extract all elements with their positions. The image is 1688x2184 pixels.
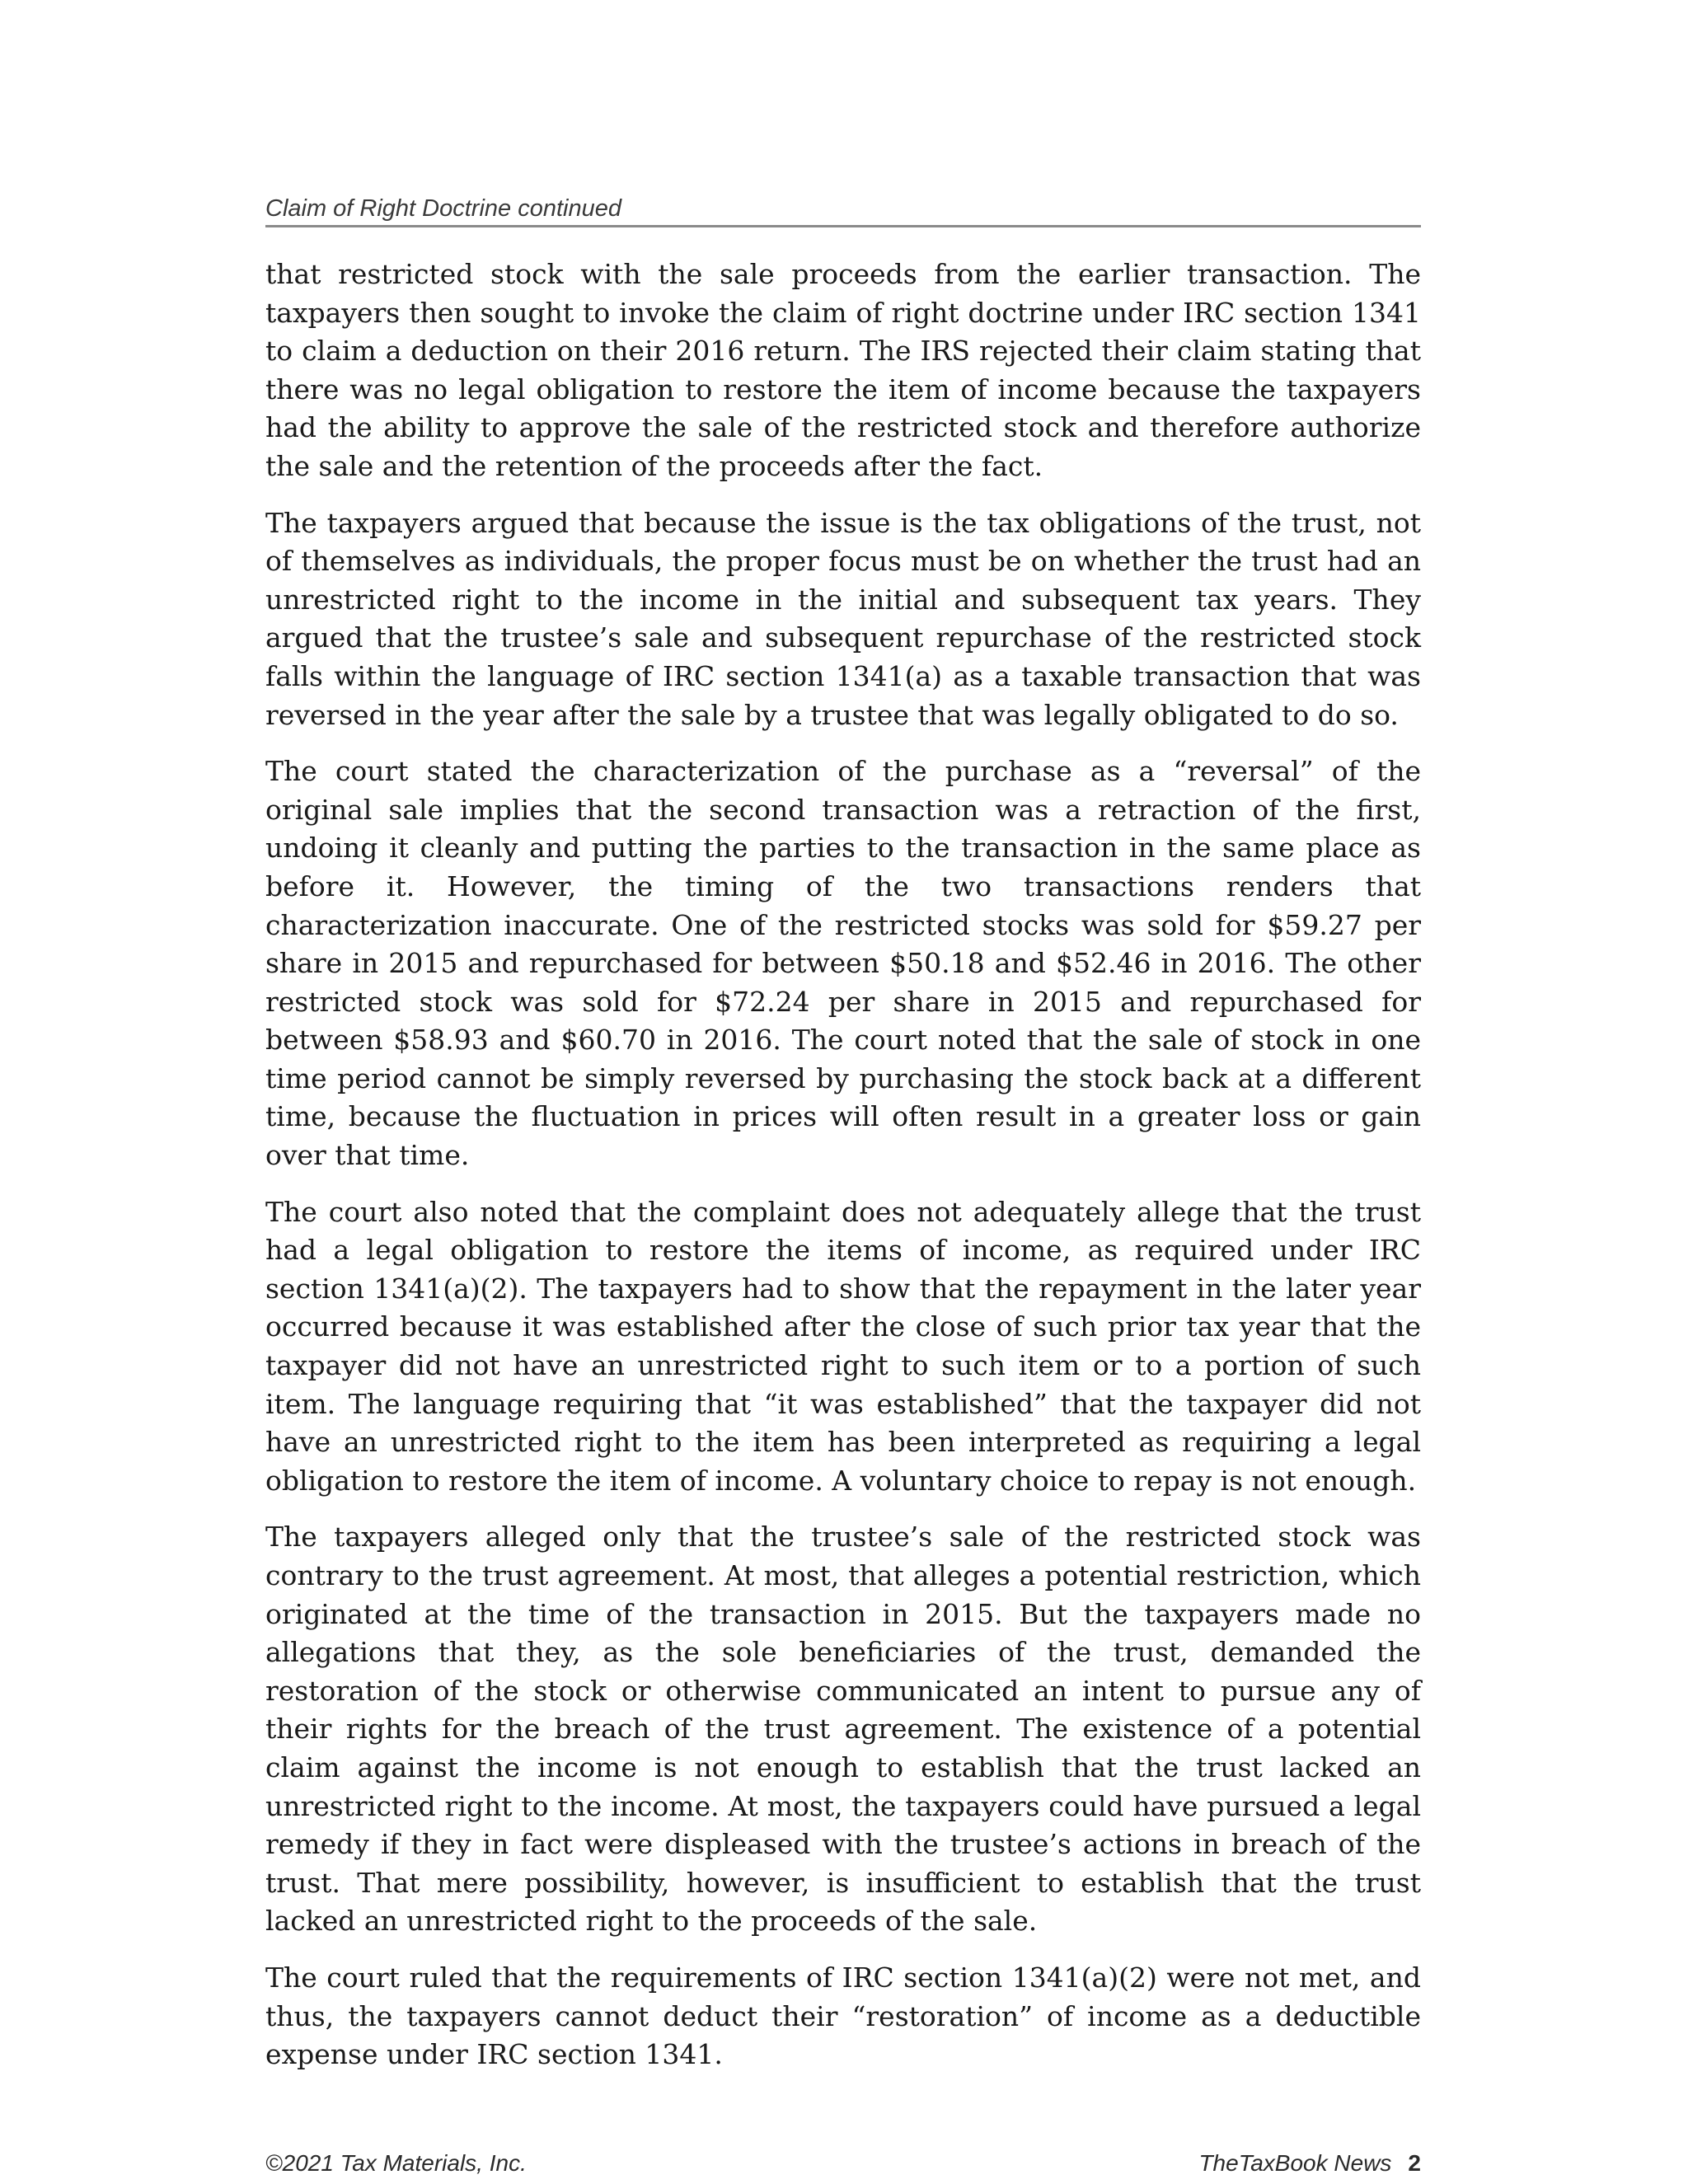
footer-copyright: ©2021 Tax Materials, Inc. xyxy=(265,2150,527,2176)
paragraph-3: The court stated the characterization of the purchase as a “reversal” of the original sale implies that the second transaction was a retraction of the first, undoing it cleanly and putting the parties to the transaction in the same place as before it. However, the timing of the two transactions renders that characterization inaccurate. One of the restricted stocks was sold for $59.27 per share in 2015 and repurchased for between $50.18 and $52.46 in 2016. The other restricted stock was sold for $72.24 per share in 2015 and repurchased for between $58.93 and $60.70 in 2016. The court noted that the sale of stock in one time period cannot be simply reversed by purchasing the stock back at a different time, because the fluctuation in prices will often result in a greater loss or gain over that time. xyxy=(265,755,1421,1172)
paragraph-4: The court also noted that the complaint does not adequately allege that the trust had a legal obligation to restore the items of income, as required under IRC section 1341(a)(2). The taxpayers had to show that the repayment in the later year occurred because it was established after the close of such prior tax year that the taxpayer did not have an unrestricted right to such item or to a portion of such item. The language requiring that “it was established” that the taxpayer did not have an unrestricted right to the item has been interpreted as requiring a legal obligation to restore the item of income. A voluntary choice to repay is not enough. xyxy=(265,1195,1421,1497)
running-header xyxy=(265,193,1421,227)
footer-publication-block xyxy=(1198,2147,1421,2180)
article-body xyxy=(265,255,1421,2093)
paragraph-6: The court ruled that the requirements of IRC section 1341(a)(2) were not met, and thus, the taxpayers cannot deduct their “restoration” of income as a deductible expense under IRC section 1341. xyxy=(265,1961,1421,2071)
paragraph-5: The taxpayers alleged only that the trustee’s sale of the restricted stock was contrary to the trust agreement. At most, that alleges a potential restriction, which originated at the time of the transaction in 2015. But the taxpayers made no allegations that they, as the sole beneficiaries of the trust, demanded the restoration of the stock or otherwise communicated an intent to pursue any of their rights for the breach of the trust agreement. The existence of a potential claim against the income is not enough to establish that the trust lacked an unrestricted right to the income. At most, the taxpayers could have pursued a legal remedy if they in fact were displeased with the trustee’s actions in breach of the trust. That mere possibility, however, is insufficient to establish that the trust lacked an unrestricted right to the proceeds of the sale. xyxy=(265,1521,1421,1938)
footer-publication: TheTaxBook News xyxy=(1198,2150,1392,2176)
page-number: 2 xyxy=(1408,2150,1421,2176)
running-header-title: Claim of Right Doctrine continued xyxy=(265,195,621,222)
paragraph-1: that restricted stock with the sale proceeds from the earlier transaction. The taxpayers then sought to invoke the claim of right doctrine under IRC section 1341 to claim a deduction on their 2016 return. The IRS rejected their claim stating that there was no legal obligation to restore the item of income because the taxpayers had the ability to approve the sale of the restricted stock and therefore authorize the sale and the retention of the proceeds after the fact. xyxy=(265,258,1421,482)
page-footer xyxy=(265,2147,1421,2180)
paragraph-2: The taxpayers argued that because the issue is the tax obligations of the trust, not of themselves as individuals, the proper focus must be on whether the trust had an unrestricted right to the income in the initial and subsequent tax years. They argued that the trustee’s sale and subsequent repurchase of the restricted stock falls within the language of IRC section 1341(a) as a taxable transaction that was reversed in the year after the sale by a trustee that was legally obligated to do so. xyxy=(265,506,1421,731)
